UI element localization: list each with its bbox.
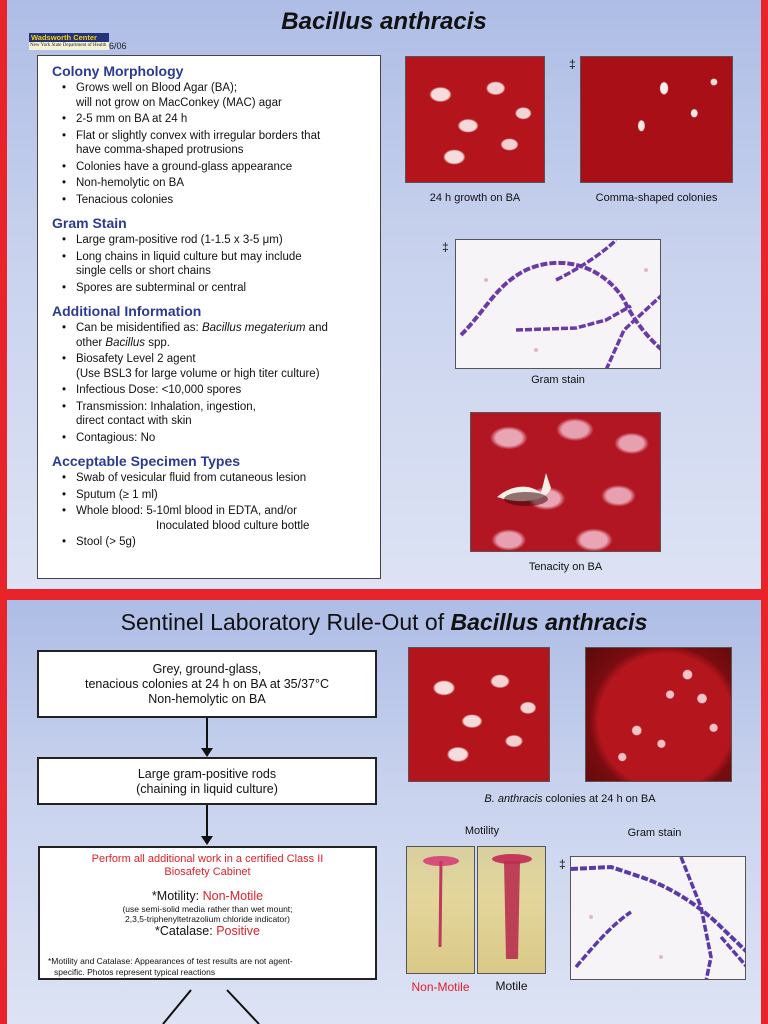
list-item: • Colonies have a ground-glass appearance: [62, 160, 370, 175]
colonies-whole-plate-photo: [585, 647, 732, 782]
flow-arrow-down: [197, 718, 217, 758]
motile-label: Motile: [495, 979, 528, 993]
biosafety-warning: Perform all additional work in a certified Class II Biosafety Cabinet: [91, 853, 324, 878]
tenacity-photo: [470, 412, 661, 552]
specimen-types-heading: Acceptable Specimen Types: [52, 453, 241, 469]
motility-result: *Motility: Non-Motile: [151, 889, 264, 903]
logo-department: New York State Department of Health: [29, 42, 109, 50]
gram-stain-micrograph: [456, 240, 661, 369]
gram-stain-heading: Gram Stain: [52, 215, 127, 231]
list-item: • Tenacious colonies: [62, 193, 370, 208]
colonies-plate-closeup-photo: [408, 647, 550, 782]
photo-caption: 24 h growth on BA: [429, 192, 521, 204]
list-item: • Infectious Dose: <10,000 spores: [62, 383, 370, 398]
page-title: Bacillus anthracis: [281, 8, 487, 35]
dagger-symbol: ‡: [559, 857, 566, 871]
catalase-result: *Catalase: Positive: [155, 924, 260, 938]
colony-morphology-list: [52, 81, 370, 207]
gram-stain-list: [52, 233, 370, 295]
non-motile-tube-photo: [406, 846, 475, 974]
non-motile-stab-line: [407, 847, 475, 974]
gram-stain-micrograph-2: [571, 857, 746, 980]
list-item: • Biosafety Level 2 agent (Use BSL3 for large volume or high titer culture): [62, 352, 370, 381]
list-item: • Flat or slightly convex with irregular borders that have comma-shaped protrusions: [62, 129, 370, 158]
dagger-symbol: ‡: [442, 240, 449, 254]
logo-date: 6/06: [109, 41, 127, 51]
motile-diffuse-growth: [478, 847, 546, 974]
additional-info-list: [52, 321, 370, 445]
flow-arrows-split: [155, 988, 275, 1024]
list-item: • Non-hemolytic on BA: [62, 176, 370, 191]
comma-shaped-colonies-photo: [580, 56, 733, 183]
photo-caption: Gram stain: [531, 374, 585, 386]
list-item: • Large gram-positive rod (1-1.5 x 3-5 μm): [62, 233, 370, 248]
rule-out-title: Sentinel Laboratory Rule-Out of Bacillus anthracis: [120, 609, 648, 635]
flow-box-gram-positive: Large gram-positive rods (chaining in liquid culture): [37, 757, 377, 805]
list-item: • Grows well on Blood Agar (BA); will not grow on MacConkey (MAC) agar: [62, 81, 370, 110]
tenacity-pull: [471, 413, 661, 552]
motility-header: Motility: [464, 825, 500, 837]
list-item: • Swab of vesicular fluid from cutaneous lesion: [62, 471, 370, 486]
fact-sheet-panel: [7, 0, 761, 589]
rule-out-panel: [7, 600, 761, 1024]
motility-note: (use semi-solid media rather than wet mount; 2,3,5-triphenyltetrazolium chloride indicator): [122, 904, 293, 924]
gram-stain-header: Gram stain: [627, 827, 682, 839]
non-motile-label: Non-Motile: [411, 980, 470, 994]
photo-caption: Tenacity on BA: [528, 561, 603, 573]
info-box: [37, 55, 381, 579]
list-item: • Whole blood: 5-10ml blood in EDTA, and/or Inoculated blood culture bottle: [62, 504, 370, 533]
wadsworth-logo: [29, 33, 109, 50]
flow-box-biosafety: [38, 846, 377, 980]
list-item: • Contagious: No: [62, 431, 370, 446]
list-item: • Long chains in liquid culture but may include single cells or short chains: [62, 250, 370, 279]
gram-stain-photo: [455, 239, 661, 369]
flow-arrow-down: [197, 805, 217, 845]
list-item: • Sputum (≥ 1 ml): [62, 488, 370, 503]
list-item: • Spores are subterminal or central: [62, 281, 370, 296]
colonies-caption: B. anthracis colonies at 24 h on BA: [484, 793, 656, 805]
list-item: • Stool (> 5g): [62, 535, 370, 550]
motility-catalase-footnote: *Motility and Catalase: Appearances of test results are not agent- specific. Photos represent typical reactions: [48, 956, 293, 977]
additional-info-heading: Additional Information: [52, 303, 202, 319]
dagger-symbol: ‡: [569, 57, 576, 71]
list-item: • 2-5 mm on BA at 24 h: [62, 112, 370, 127]
photo-caption: Comma-shaped colonies: [595, 192, 718, 204]
logo-org-name: Wadsworth Center: [29, 33, 109, 42]
blood-agar-growth-photo: [405, 56, 545, 183]
motile-tube-photo: [477, 846, 546, 974]
flow-box-colonies: Grey, ground-glass, tenacious colonies at 24 h on BA at 35/37°C Non-hemolytic on BA: [37, 650, 377, 718]
colony-morphology-heading: Colony Morphology: [52, 63, 184, 79]
gram-stain-photo-2: [570, 856, 746, 980]
list-item: • Can be misidentified as: Bacillus megaterium and other Bacillus spp.: [62, 321, 370, 350]
list-item: • Transmission: Inhalation, ingestion, direct contact with skin: [62, 400, 370, 429]
specimen-types-list: [52, 471, 370, 550]
